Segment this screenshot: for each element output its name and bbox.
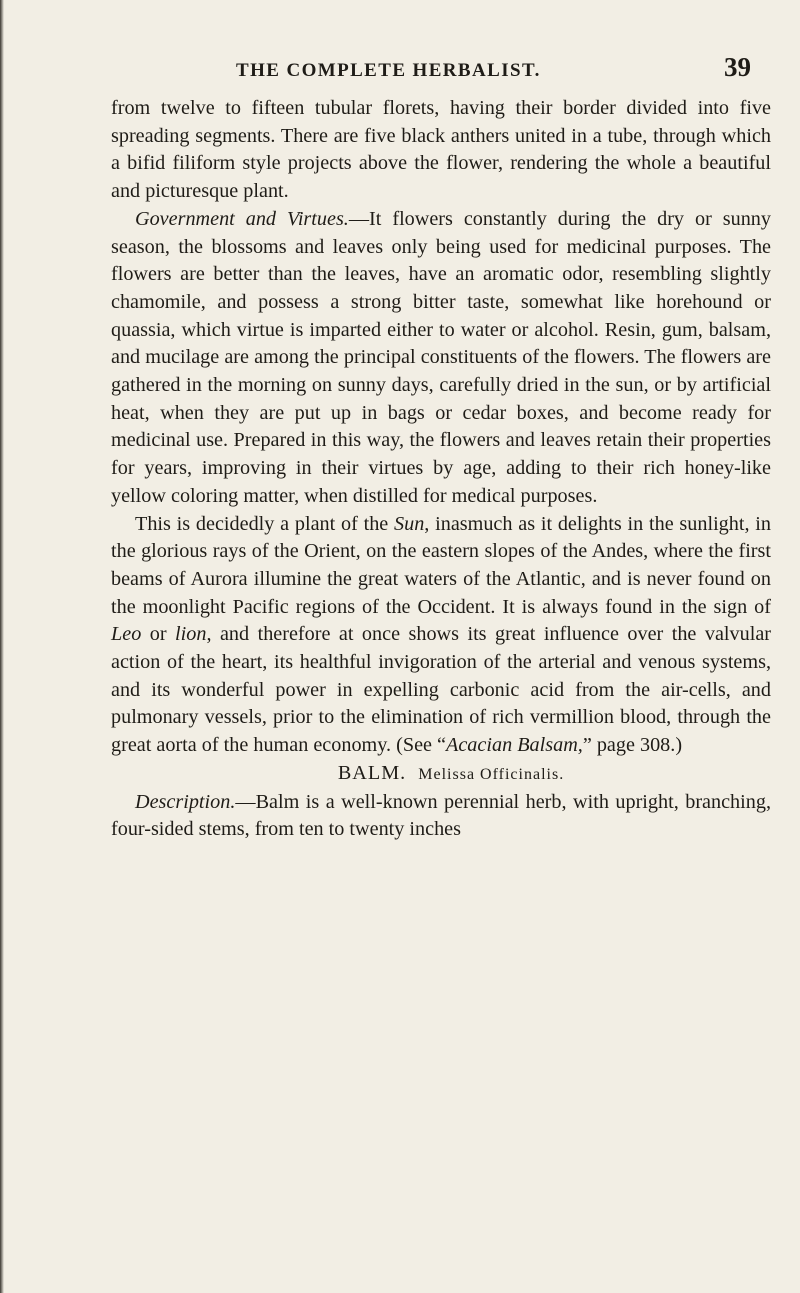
sun-text-4: , and therefore at once shows its great influence over the valvular action of the heart, its healthful invigoration of the arterial and venous systems, and its wonderful power in expelling carbonic acid from the air-cells, and pulmonary vessels, prior to the elimination of rich vermillion blood, through the great aorta of the human economy. (See “ — [111, 623, 771, 757]
description-text: —Balm is a well-known perennial herb, with upright, branching, four-sided stems, from ten to twenty inches — [111, 790, 771, 841]
paragraph-florets — [111, 95, 771, 206]
description-label: Description. — [135, 790, 236, 813]
acacian-balsam-reference: Acacian Balsam, — [446, 734, 583, 757]
government-virtues-text: —It flowers constantly during the dry or sunny season, the blossoms and leaves only being used for medicinal purposes. The flowers are better than the leaves, have an aromatic odor, resembling slightly chamomile, and possess a strong bitter taste, somewhat like horehound or quassia, which virtue is imparted either to water or alcohol. Resin, gum, balsam, and mucilage are among the principal constituents of the flowers. The flowers are gathered in the morning on sunny days, carefully dried in the sun, or by artificial heat, when they are put up in bags or cedar boxes, and become ready for medicinal use. Prepared in this way, the flowers and leaves retain their properties for years, improving in their virtues by age, adding to their rich honey-like yellow coloring matter, when distilled for medical purposes. — [111, 207, 771, 507]
running-title: THE COMPLETE HERBALIST. — [236, 60, 541, 81]
leo-word: Leo — [111, 623, 142, 646]
section-heading-balm — [111, 760, 771, 789]
sun-text-3: or — [141, 623, 176, 646]
sun-text-1: This is decidedly a plant of the — [135, 512, 395, 535]
paragraph-government-virtues — [111, 206, 771, 511]
sun-word: Sun — [394, 512, 425, 535]
paragraph-sun — [111, 511, 771, 760]
balm-title: BALM. — [337, 761, 407, 784]
lion-word: lion — [175, 623, 207, 646]
running-header — [0, 52, 800, 86]
paragraph-florets-text: from twelve to fifteen tubular florets, having their border divided into five spreading segments. There are five black anthers united in a tube, through which a bifid filiform style projects above the flower, rendering the whole a beautiful and picturesque plant. — [111, 97, 771, 203]
page-number: 39 — [724, 52, 751, 82]
paragraph-description — [111, 789, 771, 844]
balm-latin-name: Melissa Officinalis. — [418, 765, 565, 783]
body-text — [111, 95, 771, 844]
sun-text-2: , inasmuch as it delights in the sunlight, in the glorious rays of the Orient, on the eastern slopes of the Andes, where the first beams of Aurora illumine the great waters of the Atlantic, and is never found on the moonlight Pacific regions of the Occident. It is always found in the sign of — [111, 512, 771, 618]
sun-text-5: ” page 308.) — [582, 734, 683, 757]
government-virtues-label: Government and Virtues. — [135, 207, 349, 230]
page-binding-edge — [0, 0, 4, 1293]
